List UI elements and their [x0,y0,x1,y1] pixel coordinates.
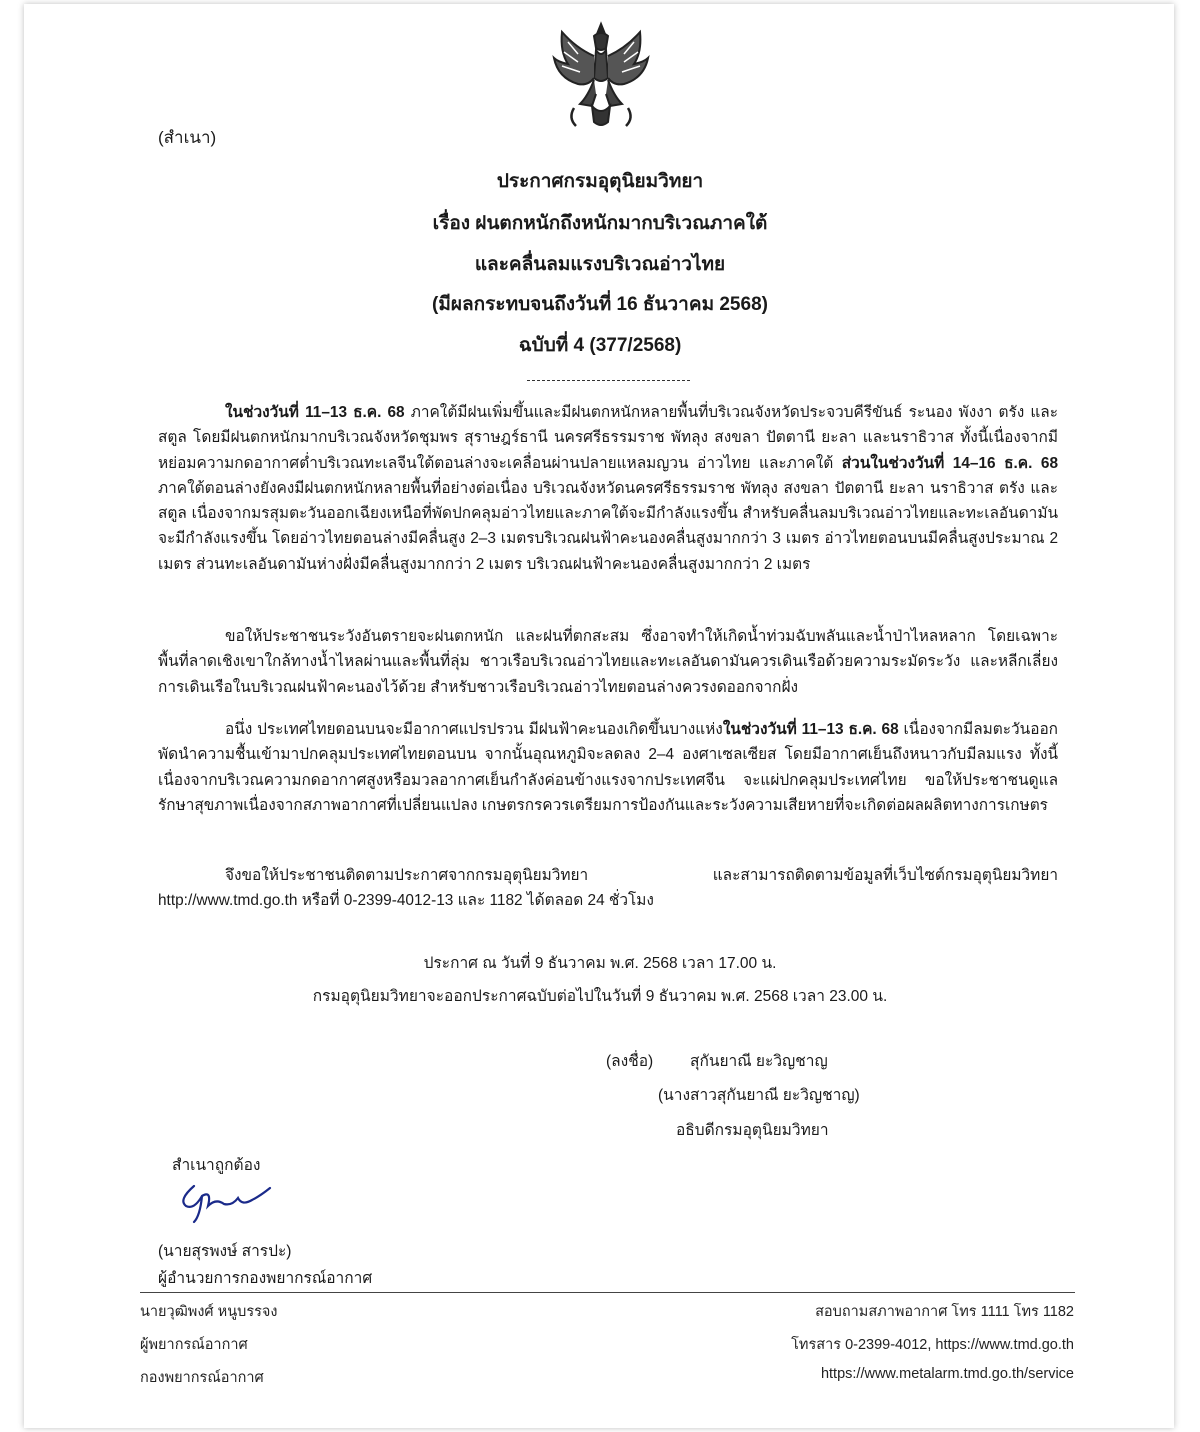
paragraph-3 [158,717,1058,818]
paragraph-4-text-b: หรือที่ 0-2399-4012-13 และ 1182 ได้ตลอด 24 ชั่วโมง [297,892,654,910]
paragraph-1-text-a: ภาคใต้มีฝนเพิ่มขึ้นและมีฝนตกหนักหลายพื้นที่บริเวณจังหวัดประจวบคีรีขันธ์ ระนอง พังงา ตรัง และสตูล โดยมีฝนตกหนักมากบริเวณจังหวัดชุมพร สุราษฎร์ธานี นครศรีธรรมราช พัทลุง สงขลา ปัตตานี ยะลา และนราธิวาส ทั้งนี้เนื่องจากมีหย่อมความกดอากาศต่ำบริเวณทะเลจีนใต้ตอนล่างจะเคลื่อนผ่านปลายแหลมญวน อ่าวไทย และภาคใต้ [158,404,1058,472]
contact-phone: สอบถามสภาพอากาศ โทร 1111 โทร 1182 [815,1304,1074,1320]
forecaster-name: นายวุฒิพงศ์ หนูบรรจง [140,1304,278,1320]
subject-line-2: และคลื่นลมแรงบริเวณอ่าวไทย [474,254,726,275]
garuda-emblem-icon [548,18,654,136]
date-range-2: ส่วนในช่วงวันที่ 14–16 ธ.ค. 68 [841,454,1059,472]
divider [527,380,690,381]
paragraph-4-text-a: จึงขอให้ประชาชนติดตามประกาศจากกรมอุตุนิยมวิทยา และสามารถติดตามข้อมูลที่เว็บไซต์กรมอุตุนิยมวิทยา [225,867,1058,884]
paragraph-1 [158,400,1058,577]
paragraph-4 [158,863,1058,914]
certified-name: (นายสุรพงษ์ สารปะ) [158,1243,292,1260]
next-issue: กรมอุตุนิยมวิทยาจะออกประกาศฉบับต่อไปในวันที่ 9 ธันวาคม พ.ศ. 2568 เวลา 23.00 น. [312,988,888,1005]
website-link[interactable]: http://www.tmd.go.th [158,892,298,910]
copy-label: (สำเนา) [158,128,217,147]
signed-label: (ลงชื่อ) [606,1053,654,1070]
paragraph-1-text-b: ภาคใต้ตอนล่างยังคงมีฝนตกหนักหลายพื้นที่อย่างต่อเนื่อง บริเวณจังหวัดนครศรีธรรมราช พัทลุง สงขลา ปัตตานี ยะลา นราธิวาส ตรัง และสตูล เนื่องจากมรสุมตะวันออกเฉียงเหนือที่พัดปกคลุมอ่าวไทยและภาคใต้จะมีกำลังแรงขึ้น สำหรับคลื่นลมบริเวณอ่าวไทยและทะเลอันดามันจะมีกำลังแรงขึ้น โดยอ่าวไทยตอนล่างมีคลื่นสูง 2–3 เมตรบริเวณฝนฟ้าคะนองคลื่นสูงมากกว่า 3 เมตร อ่าวไทยตอนบนมีคลื่นสูงประมาณ 2 เมตร ส่วนทะเลอันดามันห่างฝั่งมีคลื่นสูงมากกว่า 2 เมตร บริเวณฝนฟ้าคะนองคลื่นสูงมากกว่า 2 เมตร [158,479,1058,573]
paragraph-3-text-b: เนื่องจากมีลมตะวันออกพัดนำความชื้นเข้ามาปกคลุมประเทศไทยตอนบน จากนั้นอุณหภูมิจะลดลง 2–4 องศาเซลเซียส โดยมีอากาศเย็นถึงหนาวกับมีลมแรง ทั้งนี้เนื่องจากบริเวณความกดอากาศสูงหรือมวลอากาศเย็นกำลังค่อนข้างแรงจากประเทศจีน จะแผ่ปกคลุมประเทศไทย ขอให้ประชาชนดูแลรักษาสุขภาพเนื่องจากสภาพอากาศที่เปลี่ยนแปลง เกษตรกรควรเตรียมการป้องกันและระวังความเสียหายที่จะเกิดต่อผลผลิตทางการเกษตร [158,721,1059,814]
certified-label: สำเนาถูกต้อง [172,1157,261,1174]
date-range-3: ในช่วงวันที่ 11–13 ธ.ค. 68 [722,721,899,738]
forecaster-role: ผู้พยากรณ์อากาศ [140,1337,248,1353]
paragraph-3-text-a: อนึ่ง ประเทศไทยตอนบนจะมีอากาศแปรปรวน มีฝนฟ้าคะนองเกิดขึ้นบางแห่ง [225,721,723,738]
forecast-division: กองพยากรณ์อากาศ [140,1370,264,1386]
footer-rule [140,1292,1075,1293]
paragraph-2: ขอให้ประชาชนระวังอันตรายจะฝนตกหนัก และฝนที่ตกสะสม ซึ่งอาจทำให้เกิดน้ำท่วมฉับพลันและน้ำป่าไหลหลาก โดยเฉพาะพื้นที่ลาดเชิงเขาใกล้ทางน้ำไหลผ่านและพื้นที่ลุ่ม ชาวเรือบริเวณอ่าวไทยและทะเลอันดามันควรเดินเรือด้วยความระมัดระวัง และหลีกเลี่ยงการเดินเรือในบริเวณฝนฟ้าคะนองไว้ด้วย สำหรับชาวเรือบริเวณอ่าวไทยตอนล่างควรงดออกจากฝั่ง [158,628,1058,696]
date-range-1: ในช่วงวันที่ 11–13 ธ.ค. 68 [225,404,405,421]
signer-name: สุกันยาณี ยะวิญชาญ [690,1053,828,1070]
signer-full-name: (นางสาวสุกันยาณี ยะวิญชาญ) [658,1087,860,1104]
issue-number: ฉบับที่ 4 (377/2568) [518,335,682,356]
contact-fax-web[interactable]: โทรสาร 0-2399-4012, https://www.tmd.go.th [791,1337,1074,1353]
signer-position: อธิบดีกรมอุตุนิยมวิทยา [676,1122,829,1139]
subject-line-1: เรื่อง ฝนตกหนักถึงหนักมากบริเวณภาคใต้ [432,213,768,234]
effective-date: (มีผลกระทบจนถึงวันที่ 16 ธันวาคม 2568) [432,294,768,315]
handwritten-signature [172,1176,276,1228]
announcement-title: ประกาศกรมอุตุนิยมวิทยา [496,171,704,192]
issued-date: ประกาศ ณ วันที่ 9 ธันวาคม พ.ศ. 2568 เวลา 17.00 น. [423,955,777,972]
certified-position: ผู้อำนวยการกองพยากรณ์อากาศ [158,1270,373,1287]
metalarm-link[interactable]: https://www.metalarm.tmd.go.th/service [820,1366,1074,1382]
